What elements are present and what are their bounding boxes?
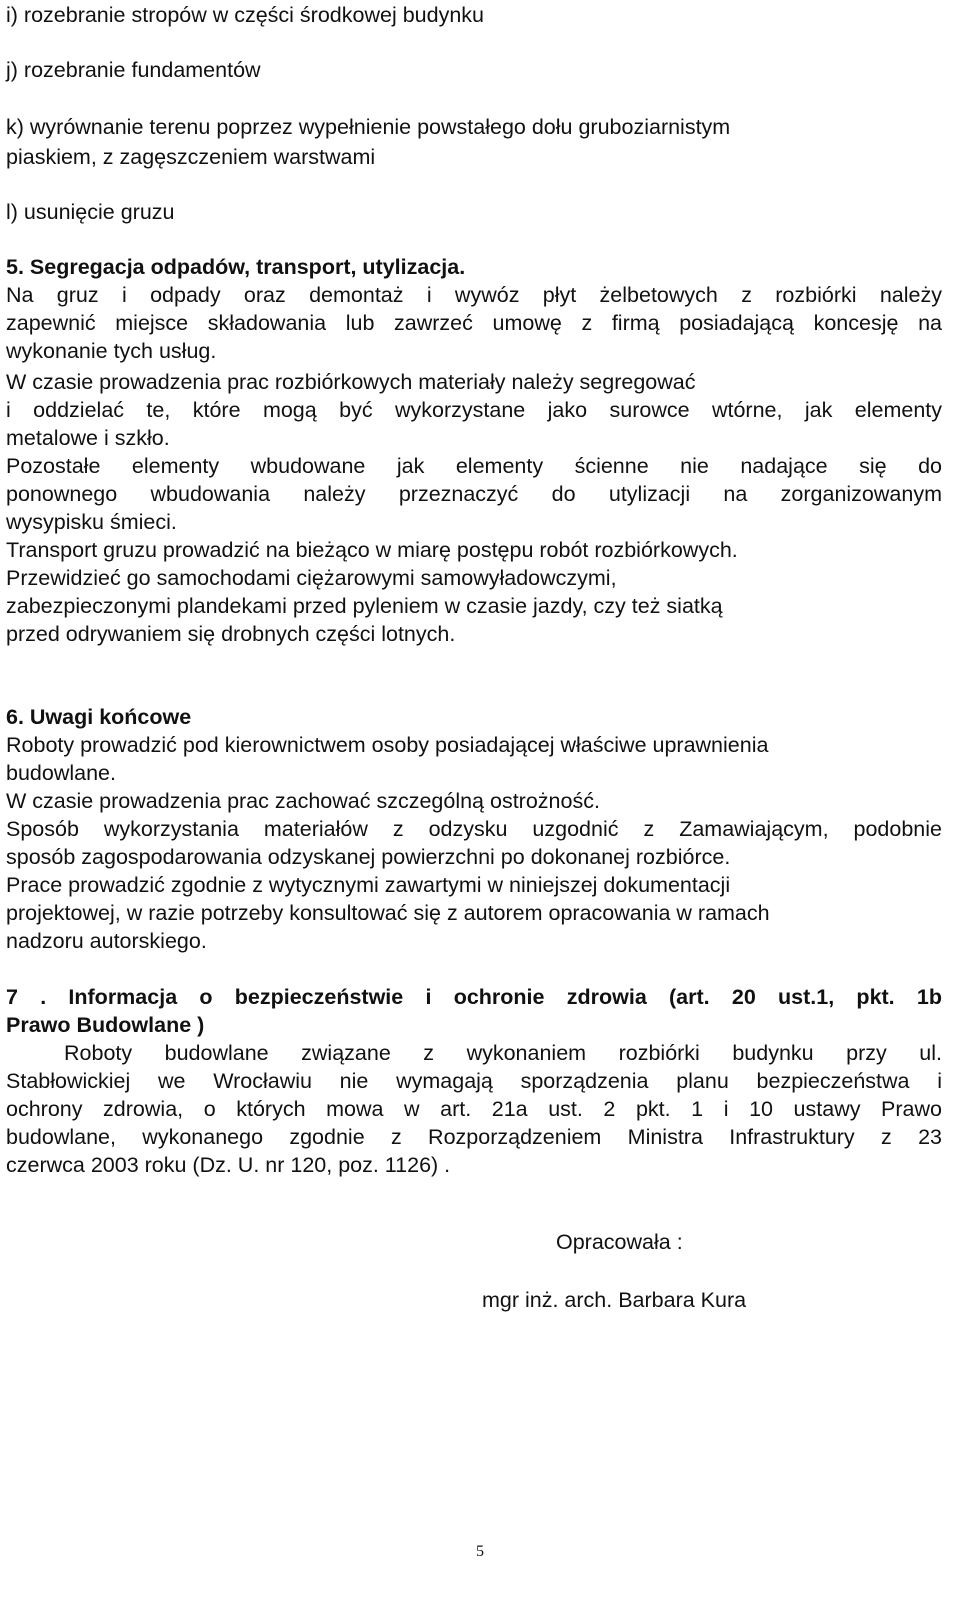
text-line: W czasie prowadzenia prac zachować szczególną ostrożność. <box>6 789 600 813</box>
list-item-i <box>6 0 942 30</box>
text-line: czerwca 2003 roku (Dz. U. nr 120, poz. 1126) . <box>6 1153 451 1177</box>
text-line: Roboty budowlane związane z wykonaniem rozbiórki budynku przy ul. <box>64 1041 942 1065</box>
text-line: Przewidzieć go samochodami ciężarowymi samowyładowczymi, <box>6 566 617 590</box>
section-7-heading-line: 7 . Informacja o bezpieczeństwie i ochronie zdrowia (art. 20 ust.1, pkt. 1b <box>6 985 942 1009</box>
text-line: Prace prowadzić zgodnie z wytycznymi zawartymi w niniejszej dokumentacji <box>6 873 731 897</box>
section-5-heading: 5. Segregacja odpadów, transport, utylizacja. <box>6 255 466 279</box>
section-7-heading-line: Prawo Budowlane ) <box>6 1013 205 1037</box>
text-line: wysypisku śmieci. <box>6 510 177 534</box>
text-line: projektowej, w razie potrzeby konsultować się z autorem opracowania w ramach <box>6 901 770 925</box>
text-line: Sposób wykorzystania materiałów z odzysku uzgodnić z Zamawiającym, podobnie <box>6 817 942 841</box>
text-line: k) wyrównanie terenu poprzez wypełnienie powstałego dołu gruboziarnistym <box>6 115 731 139</box>
text-line: Roboty prowadzić pod kierownictwem osoby posiadającej właściwe uprawnienia <box>6 733 769 757</box>
text-line: W czasie prowadzenia prac rozbiórkowych materiały należy segregować <box>6 370 696 394</box>
section-6-heading: 6. Uwagi końcowe <box>6 705 192 729</box>
signature-name: mgr inż. arch. Barbara Kura <box>482 1288 747 1312</box>
text-line: zabezpieczonymi plandekami przed pyleniem w czasie jazdy, czy też siatką <box>6 594 723 618</box>
text-line: Pozostałe elementy wbudowane jak elementy ścienne nie nadające się do <box>6 454 942 478</box>
section-6 <box>6 703 942 955</box>
list-item-j <box>6 55 942 85</box>
signature-label: Opracowała : <box>556 1230 683 1254</box>
text-line: przed odrywaniem się drobnych części lotnych. <box>6 622 456 646</box>
text-line: l) usunięcie gruzu <box>6 200 175 224</box>
text-line: j) rozebranie fundamentów <box>6 58 261 82</box>
text-line: wykonanie tych usług. <box>6 339 217 363</box>
text-line: sposób zagospodarowania odzyskanej powierzchni po dokonanej rozbiórce. <box>6 845 731 869</box>
list-item-k <box>6 112 942 172</box>
text-line: ponownego wbudowania należy przeznaczyć do utylizacji na zorganizowanym <box>6 482 942 506</box>
text-line: budowlane, wykonanego zgodnie z Rozporządzeniem Ministra Infrastruktury z 23 <box>6 1125 942 1149</box>
text-line: Transport gruzu prowadzić na bieżąco w miarę postępu robót rozbiórkowych. <box>6 538 738 562</box>
text-line: zapewnić miejsce składowania lub zawrzeć umowę z firmą posiadającą koncesję na <box>6 311 942 335</box>
text-line: Na gruz i odpady oraz demontaż i wywóz płyt żelbetowych z rozbiórki należy <box>6 283 942 307</box>
text-line: i oddzielać te, które mogą być wykorzystane jako surowce wtórne, jak elementy <box>6 398 942 422</box>
text-line: budowlane. <box>6 761 116 785</box>
list-item-l <box>6 197 942 227</box>
section-5 <box>6 253 942 648</box>
text-line: ochrony zdrowia, o których mowa w art. 21a ust. 2 pkt. 1 i 10 ustawy Prawo <box>6 1097 942 1121</box>
text-line: metalowe i szkło. <box>6 426 170 450</box>
section-7 <box>6 983 942 1179</box>
text-line: i) rozebranie stropów w części środkowej budynku <box>6 3 484 27</box>
text-line: piaskiem, z zagęszczeniem warstwami <box>6 145 376 169</box>
page-number: 5 <box>476 1543 484 1560</box>
text-line: nadzoru autorskiego. <box>6 929 207 953</box>
text-line: Stabłowickiej we Wrocławiu nie wymagają sporządzenia planu bezpieczeństwa i <box>6 1069 942 1093</box>
